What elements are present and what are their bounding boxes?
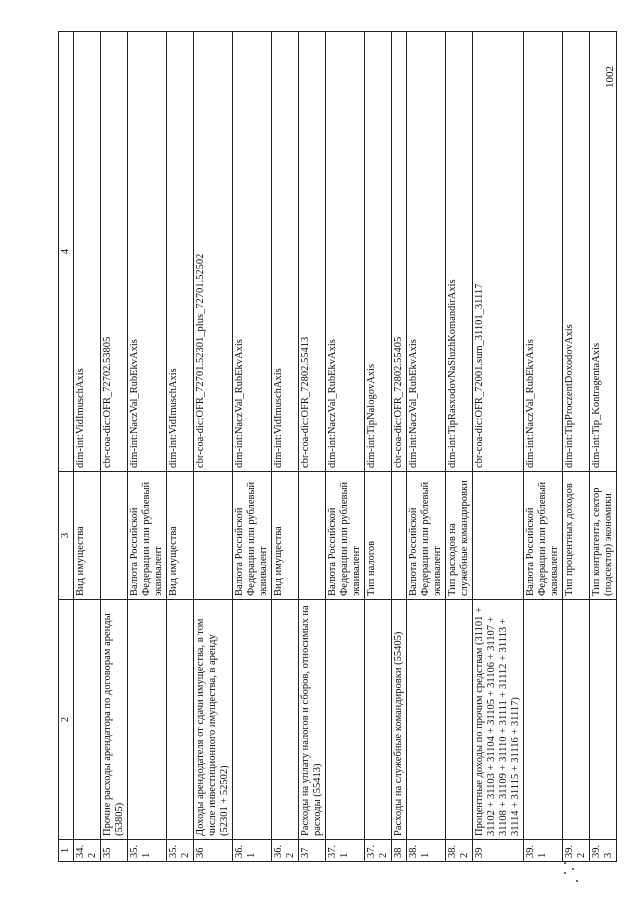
row-number-cell: 37.2	[365, 840, 392, 862]
row-name-cell: Расходы на уплату налогов и сборов, относимых на расходы (55413)	[299, 600, 326, 840]
row-dimension-cell	[101, 472, 128, 600]
table-row	[167, 32, 194, 862]
row-code-cell: dim-int:NaczVal_RubEkvAxis	[128, 32, 167, 472]
row-name-cell	[167, 600, 194, 840]
header-row	[59, 32, 74, 862]
table-row	[194, 32, 233, 862]
row-name-cell	[563, 600, 590, 840]
page-number: 1002	[604, 66, 616, 88]
row-code-cell: cbr-coa-dic:OFR_72701.52301_plus_72701.52502	[194, 32, 233, 472]
row-code-cell: dim-int:TipProczentDoxodovAxis	[563, 32, 590, 472]
table-row	[524, 32, 563, 862]
row-name-cell	[590, 600, 617, 840]
row-number-cell: 36.1	[233, 840, 272, 862]
row-code-cell: dim-int:NaczVal_RubEkvAxis	[407, 32, 446, 472]
row-code-cell: dim-int:NaczVal_RubEkvAxis	[233, 32, 272, 472]
table-row	[101, 32, 128, 862]
row-dimension-cell	[299, 472, 326, 600]
row-name-cell: Расходы на служебные командировки (55405)	[392, 600, 407, 840]
row-dimension-cell: Тип налогов	[365, 472, 392, 600]
table-body	[74, 32, 617, 862]
row-name-cell	[326, 600, 365, 840]
row-name-cell: Доходы арендодателя от сдачи имущества, в том числе инвестиционного имущества, в аренду (52301 + 52502)	[194, 600, 233, 840]
row-dimension-cell	[194, 472, 233, 600]
row-code-cell: dim-int:VidImuschAxis	[272, 32, 299, 472]
row-name-cell	[365, 600, 392, 840]
row-number-cell: 38	[392, 840, 407, 862]
table-row	[365, 32, 392, 862]
row-name-cell: Процентные доходы по прочим средствам (31101 + 31102 + 31103 + 31104 + 31105 + 31106 + 31107 + 31108 + 31109 + 31110 + 31111 + 31112 + 31113 + 31114 + 31115 + 31116 + 31117)	[473, 600, 524, 840]
row-name-cell	[74, 600, 101, 840]
row-code-cell: dim-int:VidImuschAxis	[167, 32, 194, 472]
row-number-cell: 38.1	[407, 840, 446, 862]
row-dimension-cell: Вид имущества	[272, 472, 299, 600]
table-row	[446, 32, 473, 862]
row-number-cell: 35.1	[128, 840, 167, 862]
row-code-cell: dim-int:TipRasxodovNaSluzhKomandirAxis	[446, 32, 473, 472]
row-code-cell: dim-int:NaczVal_RubEkvAxis	[524, 32, 563, 472]
row-dimension-cell	[473, 472, 524, 600]
table-row	[233, 32, 272, 862]
row-code-cell: cbr-coa-dic:OFR_72802.55405	[392, 32, 407, 472]
row-dimension-cell: Валюта Российской Федерации или рублевый эквивалент	[524, 472, 563, 600]
row-number-cell: 38.2	[446, 840, 473, 862]
table-row	[299, 32, 326, 862]
row-dimension-cell: Валюта Российской Федерации или рублевый эквивалент	[233, 472, 272, 600]
header-col-2: 2	[59, 600, 74, 840]
row-code-cell: cbr-coa-dic:OFR_72001.sum_31101_31117	[473, 32, 524, 472]
row-name-cell	[407, 600, 446, 840]
row-number-cell: 39.3	[590, 840, 617, 862]
table-row	[326, 32, 365, 862]
table-row	[74, 32, 101, 862]
header-col-4: 4	[59, 32, 74, 472]
table-row	[272, 32, 299, 862]
row-dimension-cell: Тип процентных доходов	[563, 472, 590, 600]
row-dimension-cell: Валюта Российской Федерации или рублевый эквивалент	[326, 472, 365, 600]
row-name-cell	[272, 600, 299, 840]
row-number-cell: 34.2	[74, 840, 101, 862]
row-code-cell: dim-int:VidImuschAxis	[74, 32, 101, 472]
row-dimension-cell: Вид имущества	[74, 472, 101, 600]
row-number-cell: 39.2	[563, 840, 590, 862]
document-table	[58, 31, 617, 862]
row-dimension-cell	[392, 472, 407, 600]
table-row	[128, 32, 167, 862]
row-name-cell	[524, 600, 563, 840]
row-code-cell: dim-int:TipNalogovAxis	[365, 32, 392, 472]
header-col-1: 1	[59, 840, 74, 862]
row-dimension-cell: Вид имущества	[167, 472, 194, 600]
row-code-cell: cbr-coa-dic:OFR_72802.55413	[299, 32, 326, 472]
row-dimension-cell: Тип контрагента, сектор (подсектор) экономики	[590, 472, 617, 600]
row-name-cell	[446, 600, 473, 840]
row-code-cell: dim-int:Tip_KontragentaAxis	[590, 32, 617, 472]
row-number-cell: 37.1	[326, 840, 365, 862]
row-number-cell: 36	[194, 840, 233, 862]
row-number-cell: 35.2	[167, 840, 194, 862]
row-number-cell: 39.1	[524, 840, 563, 862]
table-row	[563, 32, 590, 862]
row-code-cell: dim-int:NaczVal_RubEkvAxis	[326, 32, 365, 472]
scan-marks	[562, 858, 582, 888]
row-number-cell: 39	[473, 840, 524, 862]
row-dimension-cell: Тип расходов на служебные командировки	[446, 472, 473, 600]
table-row	[473, 32, 524, 862]
row-number-cell: 37	[299, 840, 326, 862]
row-code-cell: cbr-coa-dic:OFR_72702.53805	[101, 32, 128, 472]
header-col-3: 3	[59, 472, 74, 600]
row-number-cell: 36.2	[272, 840, 299, 862]
row-name-cell	[128, 600, 167, 840]
row-dimension-cell: Валюта Российской Федерации или рублевый эквивалент	[128, 472, 167, 600]
row-name-cell: Прочие расходы арендатора по договорам аренды (53805)	[101, 600, 128, 840]
row-name-cell	[233, 600, 272, 840]
row-dimension-cell: Валюта Российской Федерации или рублевый эквивалент	[407, 472, 446, 600]
row-number-cell: 35	[101, 840, 128, 862]
table-row	[407, 32, 446, 862]
table-row	[590, 32, 617, 862]
table-row	[392, 32, 407, 862]
